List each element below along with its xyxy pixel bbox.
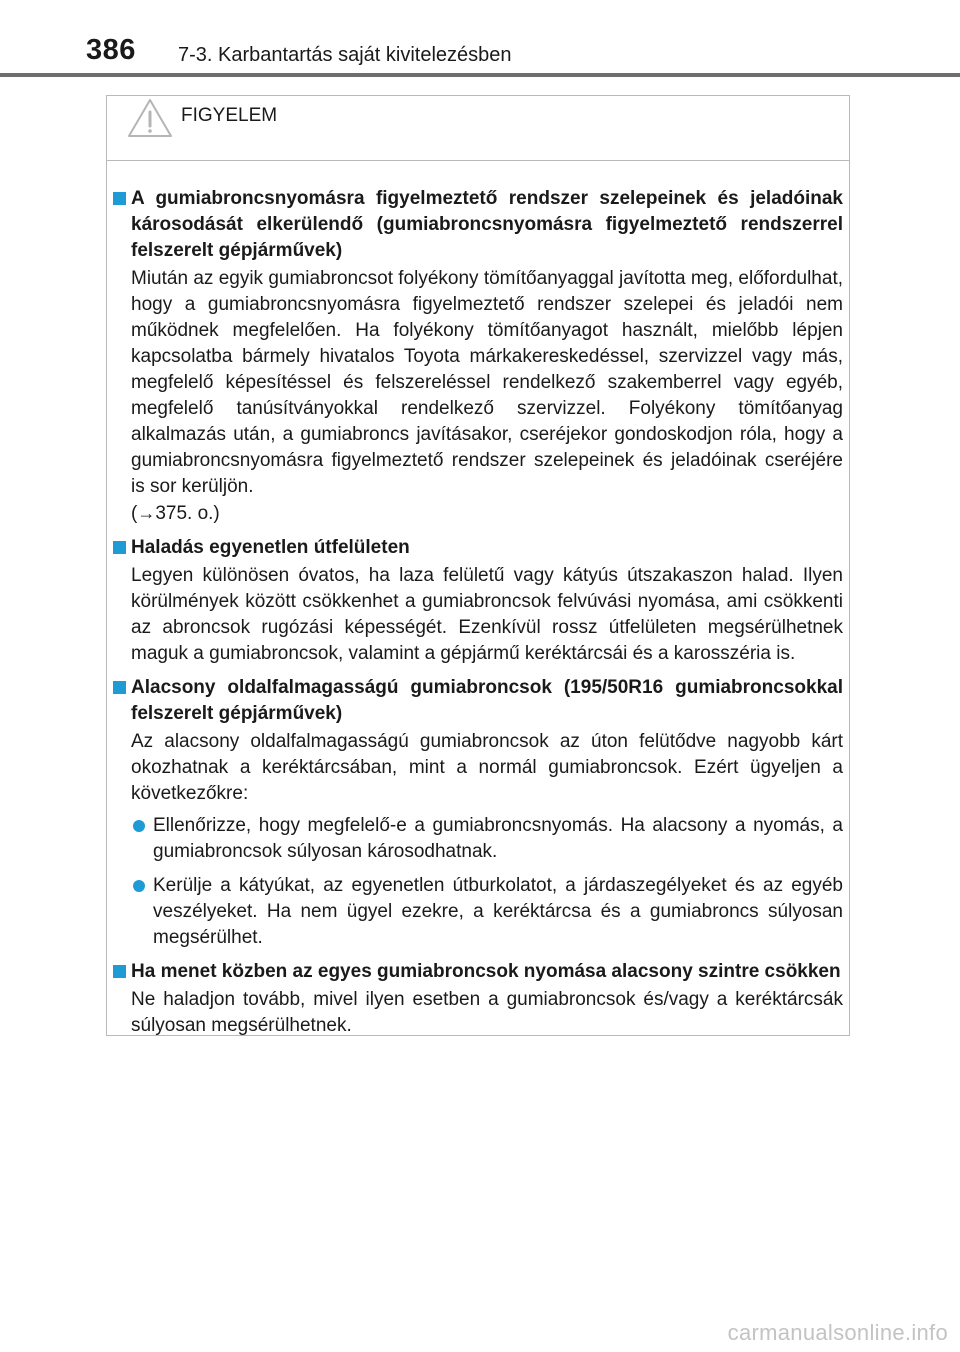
section-heading: Ha menet közben az egyes gumiabroncsok nyomása alacsony szintre csökken	[131, 961, 841, 982]
bullet-list	[107, 813, 849, 951]
warning-box	[106, 95, 850, 1036]
page-reference: 375. o.)	[155, 503, 220, 524]
list-item: Ellenőrizze, hogy megfelelő-e a gumiabroncsnyomás. Ha alacsony a nyomás, a gumiabroncsok súlyosan károsodhatnak.	[131, 813, 849, 865]
section-heading: Alacsony oldalfalmagasságú gumiabroncsok (195/50R16 gumiabroncsokkal felszerelt gépjárművek)	[131, 677, 843, 724]
square-bullet-icon	[113, 192, 126, 205]
section-text: Ne haladjon tovább, mivel ilyen esetben a gumiabroncsok és/vagy a keréktárcsák súlyosan megsérülhetnek.	[131, 989, 843, 1036]
arrow-icon: →	[137, 503, 156, 523]
header-rule	[0, 73, 960, 77]
round-bullet-icon	[133, 820, 145, 832]
warning-section	[107, 675, 849, 951]
square-bullet-icon	[113, 541, 126, 554]
section-text: Miután az egyik gumiabroncsot folyékony tömítőanyaggal javította meg, előfordulhat, hogy a gumiabroncsnyomásra figyelmeztető rendszer szelepei és jeladói nem működnek megfelelően. Ha folyékony tömítőanyagot használt, mielőbb lépjen kapcsolatba bármely hivatalos Toyota márkakereskedéssel, szervizzel vagy más, megfelelő képesítéssel és felszereléssel rendelkező szakemberrel vagy egyéb, megfelelő tanúsítványokkal rendelkező szervizzel. Folyékony tömítőanyag alkalmazás után, a gumiabroncs javításakor, cseréjekor gondoskodjon róla, hogy a gumiabroncsnyomásra figyelmeztető rendszer szelepeinek és jeladóinak cseréjére is sor kerüljön. (→375. o.)	[131, 268, 843, 524]
warning-header	[107, 96, 849, 161]
warning-section	[107, 186, 849, 527]
page-header	[0, 0, 960, 80]
section-text: Legyen különösen óvatos, ha laza felületű vagy kátyús útszakaszon halad. Ilyen körülmények között csökkenhet a gumiabroncsok felvúvási nyomása, ami csökkenti az abroncsok rugózási képességét. Ezenkívül rossz útfelületen megsérülhetnek maguk a gumiabroncsok, valamint a gépjármű keréktárcsái és a karosszéria is.	[131, 565, 843, 664]
warning-title: FIGYELEM	[181, 105, 278, 126]
square-bullet-icon	[113, 965, 126, 978]
list-item: Kerülje a kátyúkat, az egyenetlen útburkolatot, a járdaszegélyeket és az egyéb veszélyeket. Ha nem ügyel ezekre, a keréktárcsa és a gumiabroncs súlyosan megsérülhet.	[131, 873, 849, 951]
warning-section	[107, 959, 849, 1039]
watermark: carmanualsonline.info	[727, 1320, 948, 1345]
section-heading: A gumiabroncsnyomásra figyelmeztető rendszer szelepeinek és jeladóinak károsodását elkerülendő (gumiabroncsnyomásra figyelmeztető rendszerrel felszerelt gépjárművek)	[131, 188, 843, 261]
square-bullet-icon	[113, 681, 126, 694]
section-heading: Haladás egyenetlen útfelületen	[131, 537, 410, 558]
warning-section	[107, 535, 849, 667]
section-title: 7-3. Karbantartás saját kivitelezésben	[178, 44, 512, 66]
warning-content	[107, 160, 849, 1039]
section-text: Az alacsony oldalfalmagasságú gumiabroncsok az úton felütődve nagyobb kárt okozhatnak a keréktárcsában, mint a normál gumiabroncsok. Ezért ügyeljen a következőkre:	[131, 731, 843, 804]
warning-triangle-icon	[127, 98, 173, 138]
round-bullet-icon	[133, 880, 145, 892]
page-number: 386	[86, 34, 136, 66]
